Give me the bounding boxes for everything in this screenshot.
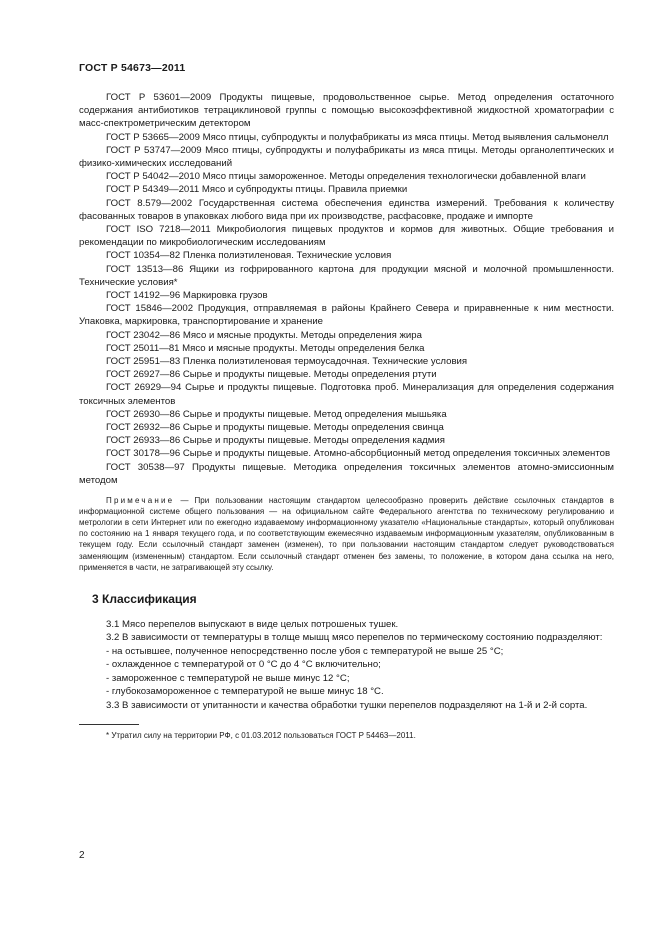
reference-item: ГОСТ Р 53747—2009 Мясо птицы, субпродукты и полуфабрикаты из мяса птицы. Методы органолептических и физико-химических исследований	[79, 144, 614, 170]
normative-references	[79, 91, 614, 487]
reference-item: ГОСТ Р 53665—2009 Мясо птицы, субпродукты и полуфабрикаты из мяса птицы. Метод выявления сальмонелл	[106, 131, 609, 143]
list-item: - охлажденное с температурой от 0 °С до 4 °С включительно;	[106, 659, 381, 671]
reference-item: ГОСТ 13513—86 Ящики из гофрированного картона для продукции мясной и молочной промышленности. Технические условия*	[79, 263, 614, 288]
list-item: - глубокозамороженное с температурой не выше минус 18 °С.	[106, 686, 384, 698]
reference-item: ГОСТ 30538—97 Продукты пищевые. Методика определения токсичных элементов атомно-эмиссионным методом	[79, 461, 614, 486]
clause-3-2: 3.2 В зависимости от температуры в толще мышц мясо перепелов по термическому состоянию подразделяют:	[106, 632, 603, 644]
document-page	[79, 62, 614, 741]
reference-item: ГОСТ 26927—86 Сырье и продукты пищевые. Методы определения ртути	[106, 369, 437, 381]
reference-item: ГОСТ 10354—82 Пленка полиэтиленовая. Технические условия	[106, 250, 392, 262]
reference-item: ГОСТ 8.579—2002 Государственная система обеспечения единства измерений. Требования к количеству фасованных товаров в упаковках любого вида при их производстве, расфасовке, продаже и импорте	[79, 197, 614, 222]
note-paragraph	[79, 495, 614, 573]
page-number: 2	[79, 850, 85, 861]
section-title: 3 Классификация	[92, 591, 197, 606]
reference-item: ГОСТ 14192—96 Маркировка грузов	[106, 290, 268, 302]
reference-item: ГОСТ Р 54349—2011 Мясо и субпродукты птицы. Правила приемки	[106, 184, 408, 196]
reference-item: ГОСТ ISO 7218—2011 Микробиология пищевых продуктов и кормов для животных. Общие требования и рекомендации по микробиологическим исследованиям	[79, 224, 614, 249]
reference-item: ГОСТ Р 54042—2010 Мясо птицы замороженное. Методы определения технологически добавленной влаги	[106, 171, 586, 183]
clause-3-1: 3.1 Мясо перепелов выпускают в виде целых потрошеных тушек.	[106, 618, 399, 630]
document-header: ГОСТ Р 54673—2011	[79, 62, 186, 74]
clause-3-3: 3.3 В зависимости от упитанности и качества обработки тушки перепелов подразделяют на 1-й и 2-й сорта.	[106, 699, 588, 711]
reference-item: ГОСТ 26929—94 Сырье и продукты пищевые. Подготовка проб. Минерализация для определения содержания токсичных элементов	[79, 382, 614, 407]
footnote: * Утратил силу на территории РФ, с 01.03.2012 пользоваться ГОСТ Р 54463—2011.	[106, 731, 416, 741]
list-item: - на остывшее, полученное непосредственно после убоя с температурой не выше 25 °С;	[106, 645, 504, 657]
reference-item: ГОСТ 26933—86 Сырье и продукты пищевые. Методы определения кадмия	[106, 435, 445, 447]
list-item: - замороженное с температурой не выше минус 12 °С;	[106, 672, 350, 684]
reference-item: ГОСТ 25951—83 Пленка полиэтиленовая термоусадочная. Технические условия	[106, 356, 468, 368]
reference-item: ГОСТ 15846—2002 Продукция, отправляемая в районы Крайнего Севера и приравненные к ним местности. Упаковка, маркировка, транспортирование и хранение	[79, 303, 614, 328]
footnote-divider	[79, 724, 139, 725]
note-text: — При пользовании настоящим стандартом целесообразно проверить действие ссылочных стандартов в информационной системе общего пользования — на официальном сайте Федерального агентства по техническому регулированию и метрологии в сети Интернет или по ежегодно издаваемому информационному указателю «Национальные стандарты», который опубликован по состоянию на 1 января текущего года, и по соответствующим ежемесячно издаваемым информационным указателям, опубликованным в текущем году. Если ссылочный стандарт заменен (изменен), то при пользовании настоящим стандартом следует руководствоваться заменяющим (измененным) стандартом. Если ссылочный стандарт отменен без замены, то положение, в котором дана ссылка на него, применяется в части, не затрагивающей эту ссылку.	[79, 496, 614, 572]
note-label: Примечание	[106, 496, 175, 506]
section-body	[79, 618, 614, 713]
reference-item: ГОСТ 25011—81 Мясо и мясные продукты. Методы определения белка	[106, 342, 425, 354]
reference-item: ГОСТ 30178—96 Сырье и продукты пищевые. Атомно-абсорбционный метод определения токсичных элементов	[106, 448, 611, 460]
reference-item: ГОСТ 26930—86 Сырье и продукты пищевые. Метод определения мышьяка	[106, 408, 447, 420]
reference-item: ГОСТ Р 53601—2009 Продукты пищевые, продовольственное сырье. Метод определения остаточного содержания антибиотиков тетрациклиновой группы с помощью высокоэффективной жидкостной хроматографии с масс-спектрометрическим детектором	[79, 92, 614, 130]
reference-item: ГОСТ 26932—86 Сырье и продукты пищевые. Методы определения свинца	[106, 422, 444, 434]
reference-item: ГОСТ 23042—86 Мясо и мясные продукты. Методы определения жира	[106, 329, 422, 341]
